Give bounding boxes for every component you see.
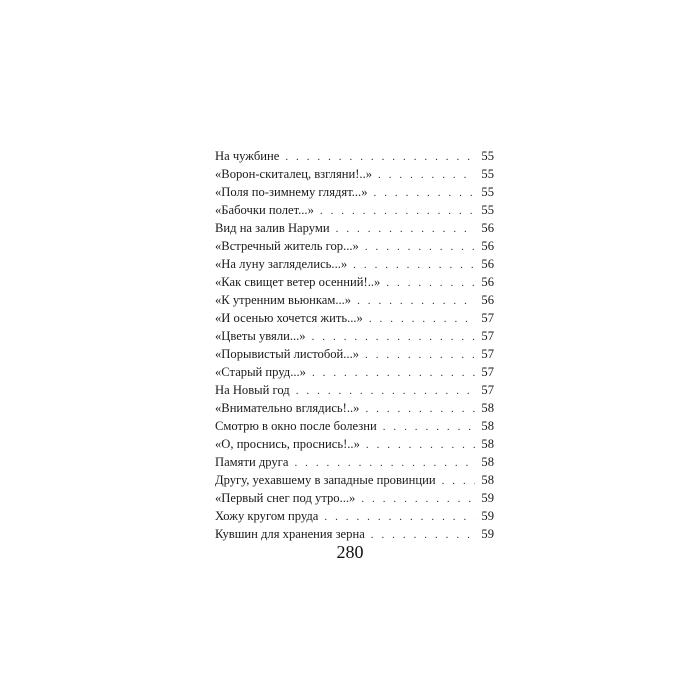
toc-entry-page-number: 55	[481, 149, 494, 163]
dot-leader	[320, 202, 475, 220]
toc-entry	[215, 363, 494, 381]
dot-leader	[365, 346, 475, 364]
toc-entry	[215, 417, 494, 435]
toc-entry-title: Другу, уехавшему в западные провинции	[215, 473, 436, 487]
dot-leader	[383, 418, 475, 436]
toc-entry-title: «Поля по-зимнему глядят...»	[215, 185, 368, 199]
toc-entry-page-number: 57	[481, 311, 494, 325]
dot-leader	[357, 292, 475, 310]
toc-entry-page-number: 59	[481, 527, 494, 541]
table-of-contents	[215, 147, 494, 543]
dot-leader	[361, 490, 475, 508]
toc-entry-title: На чужбине	[215, 149, 280, 163]
toc-entry	[215, 453, 494, 471]
dot-leader	[312, 328, 475, 346]
toc-entry	[215, 381, 494, 399]
toc-entry-title: «Внимательно вглядись!..»	[215, 401, 360, 415]
toc-entry-page-number: 58	[481, 455, 494, 469]
toc-entry-page-number: 56	[481, 257, 494, 271]
toc-entry-page-number: 57	[481, 365, 494, 379]
toc-entry	[215, 345, 494, 363]
toc-entry	[215, 291, 494, 309]
toc-entry-title: «Встречный житель гор...»	[215, 239, 359, 253]
toc-entry-title: Кувшин для хранения зерна	[215, 527, 365, 541]
toc-entry	[215, 183, 494, 201]
toc-entry-title: «Порывистый листобой...»	[215, 347, 360, 361]
toc-entry-page-number: 58	[481, 419, 494, 433]
toc-entry	[215, 309, 494, 327]
dot-leader	[378, 166, 475, 184]
toc-entry-title: «Старый пруд...»	[215, 365, 306, 379]
toc-entry	[215, 435, 494, 453]
toc-entry	[215, 489, 494, 507]
toc-entry-title: На Новый год	[215, 383, 290, 397]
dot-leader	[296, 382, 475, 400]
dot-leader	[369, 310, 475, 328]
toc-entry-page-number: 58	[481, 401, 494, 415]
toc-entry-page-number: 59	[481, 491, 494, 505]
toc-entry	[215, 201, 494, 219]
toc-entry-title: «Как свищет ветер осенний!..»	[215, 275, 381, 289]
toc-entry-page-number: 56	[481, 293, 494, 307]
toc-entry-page-number: 57	[481, 383, 494, 397]
toc-entry	[215, 399, 494, 417]
toc-entry	[215, 147, 494, 165]
toc-entry-page-number: 56	[481, 275, 494, 289]
toc-entry-title: «Ворон-скиталец, взгляни!..»	[215, 167, 373, 181]
toc-entry-title: «Первый снег под утро...»	[215, 491, 356, 505]
toc-entry-title: Смотрю в окно после болезни	[215, 419, 377, 433]
dot-leader	[365, 400, 475, 418]
toc-entry-page-number: 57	[481, 329, 494, 343]
dot-leader	[366, 436, 475, 454]
page-number: 280	[336, 542, 364, 562]
toc-entry-page-number: 56	[481, 239, 494, 253]
toc-entry	[215, 471, 494, 489]
toc-entry-title: Памяти друга	[215, 455, 289, 469]
toc-entry-page-number: 58	[481, 473, 494, 487]
toc-entry-page-number: 55	[481, 167, 494, 181]
dot-leader	[353, 256, 475, 274]
toc-entry-title: «К утренним вьюнкам...»	[215, 293, 352, 307]
toc-entry-title: Вид на залив Наруми	[215, 221, 330, 235]
toc-entry-title: Хожу кругом пруда	[215, 509, 319, 523]
toc-entry-page-number: 55	[481, 185, 494, 199]
toc-entry	[215, 219, 494, 237]
toc-entry-title: «Бабочки полет...»	[215, 203, 314, 217]
toc-entry-title: «И осенью хочется жить...»	[215, 311, 363, 325]
toc-entry	[215, 273, 494, 291]
dot-leader	[336, 220, 475, 238]
dot-leader	[285, 148, 475, 166]
toc-entry-page-number: 57	[481, 347, 494, 361]
toc-entry-page-number: 56	[481, 221, 494, 235]
toc-entry-page-number: 55	[481, 203, 494, 217]
toc-entry-page-number: 59	[481, 509, 494, 523]
toc-entry	[215, 327, 494, 345]
toc-entry-title: «Цветы увяли...»	[215, 329, 306, 343]
dot-leader	[312, 364, 475, 382]
dot-leader	[386, 274, 475, 292]
toc-entry	[215, 507, 494, 525]
toc-entry	[215, 237, 494, 255]
dot-leader	[324, 508, 475, 526]
toc-entry-page-number: 58	[481, 437, 494, 451]
toc-entry	[215, 255, 494, 273]
toc-entry-title: «На луну загляделись...»	[215, 257, 348, 271]
toc-entry	[215, 165, 494, 183]
dot-leader	[365, 238, 475, 256]
toc-entry-title: «О, проснись, проснись!..»	[215, 437, 360, 451]
dot-leader	[374, 184, 475, 202]
dot-leader	[294, 454, 475, 472]
dot-leader	[442, 472, 475, 490]
